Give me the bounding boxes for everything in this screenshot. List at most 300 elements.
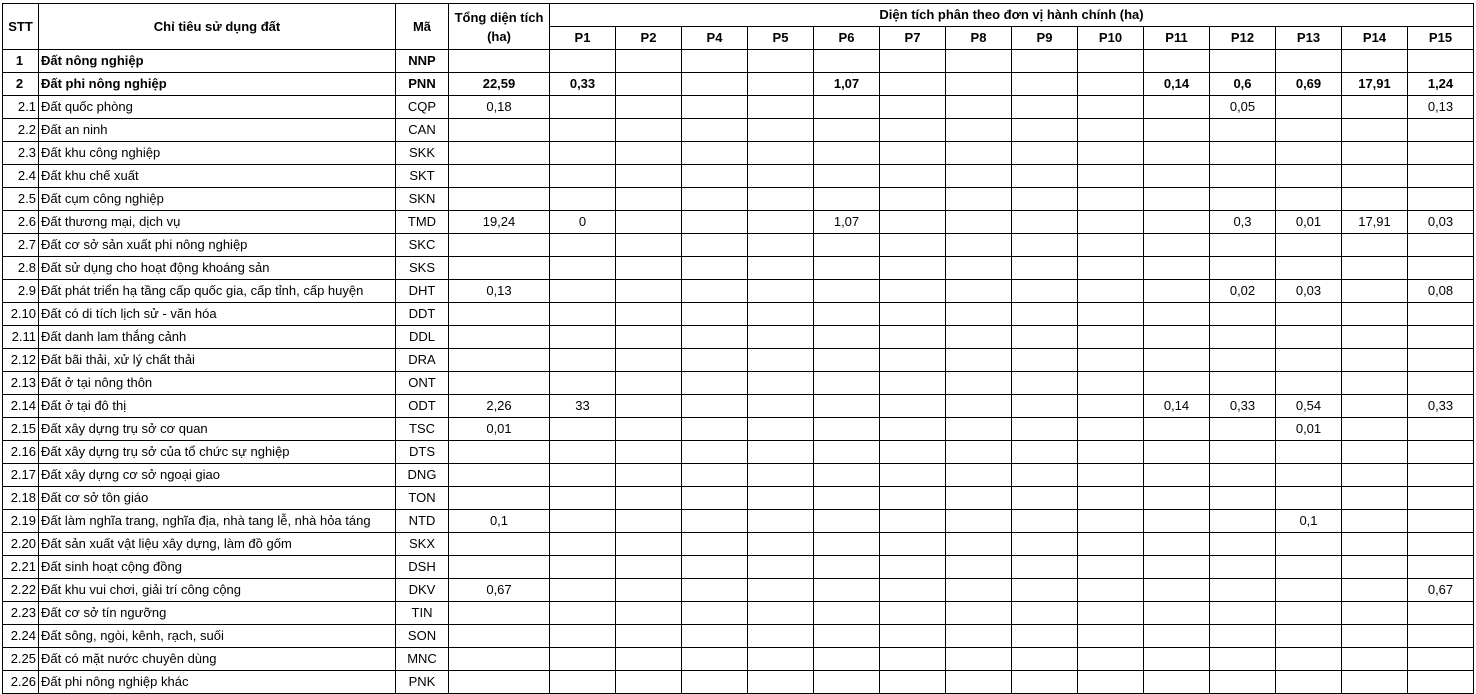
row-value-p12 — [1210, 510, 1276, 533]
row-value-p7 — [880, 188, 946, 211]
row-value-p14 — [1342, 142, 1408, 165]
row-code: CAN — [396, 119, 449, 142]
row-value-p1 — [550, 625, 616, 648]
row-value-p10 — [1078, 165, 1144, 188]
header-code: Mã — [396, 4, 449, 50]
table-row — [3, 234, 1474, 257]
row-value-p4 — [682, 142, 748, 165]
table-row — [3, 372, 1474, 395]
row-value-p5 — [748, 671, 814, 694]
row-value-p11 — [1144, 96, 1210, 119]
row-value-p15 — [1408, 556, 1474, 579]
row-name: Đất phát triển hạ tầng cấp quốc gia, cấp tỉnh, cấp huyện — [39, 280, 396, 303]
row-value-p6 — [814, 280, 880, 303]
row-value-p1 — [550, 50, 616, 73]
row-total — [449, 625, 550, 648]
table-row — [3, 464, 1474, 487]
table-row — [3, 579, 1474, 602]
row-value-p11 — [1144, 464, 1210, 487]
row-value-p8 — [946, 418, 1012, 441]
row-value-p8 — [946, 579, 1012, 602]
row-value-p10 — [1078, 73, 1144, 96]
row-value-p14 — [1342, 625, 1408, 648]
row-code: PNK — [396, 671, 449, 694]
row-value-p1 — [550, 556, 616, 579]
row-stt: 2.10 — [3, 303, 39, 326]
row-value-p8 — [946, 602, 1012, 625]
row-value-p6 — [814, 395, 880, 418]
table-row — [3, 73, 1474, 96]
row-value-p1 — [550, 96, 616, 119]
table-row — [3, 487, 1474, 510]
row-value-p1 — [550, 188, 616, 211]
row-value-p7 — [880, 579, 946, 602]
row-value-p12: 0,33 — [1210, 395, 1276, 418]
row-value-p2 — [616, 625, 682, 648]
row-name: Đất cụm công nghiệp — [39, 188, 396, 211]
row-value-p4 — [682, 73, 748, 96]
row-value-p7 — [880, 372, 946, 395]
row-total — [449, 50, 550, 73]
table-row — [3, 165, 1474, 188]
row-value-p9 — [1012, 671, 1078, 694]
row-value-p9 — [1012, 602, 1078, 625]
row-value-p11 — [1144, 303, 1210, 326]
row-value-p7 — [880, 395, 946, 418]
row-value-p1 — [550, 487, 616, 510]
row-total — [449, 464, 550, 487]
row-total — [449, 188, 550, 211]
row-value-p13 — [1276, 464, 1342, 487]
row-stt: 2.12 — [3, 349, 39, 372]
row-value-p8 — [946, 326, 1012, 349]
row-value-p14 — [1342, 326, 1408, 349]
table-body — [3, 50, 1474, 694]
row-value-p2 — [616, 96, 682, 119]
row-value-p8 — [946, 142, 1012, 165]
header-total: Tổng diện tích (ha) — [449, 4, 550, 50]
row-value-p11 — [1144, 648, 1210, 671]
row-value-p7 — [880, 326, 946, 349]
row-stt: 2.7 — [3, 234, 39, 257]
row-value-p4 — [682, 625, 748, 648]
row-value-p5 — [748, 602, 814, 625]
row-code: NTD — [396, 510, 449, 533]
row-value-p1 — [550, 671, 616, 694]
row-value-p15: 0,08 — [1408, 280, 1474, 303]
row-value-p14 — [1342, 96, 1408, 119]
row-code: DTS — [396, 441, 449, 464]
header-unit-p6: P6 — [814, 27, 880, 50]
row-total — [449, 441, 550, 464]
row-value-p1 — [550, 349, 616, 372]
row-name: Đất xây dựng trụ sở của tổ chức sự nghiệp — [39, 441, 396, 464]
row-value-p4 — [682, 257, 748, 280]
row-value-p6 — [814, 510, 880, 533]
row-value-p9 — [1012, 211, 1078, 234]
row-total: 2,26 — [449, 395, 550, 418]
row-value-p1 — [550, 510, 616, 533]
row-value-p5 — [748, 73, 814, 96]
row-value-p14 — [1342, 188, 1408, 211]
row-value-p11 — [1144, 349, 1210, 372]
row-value-p7 — [880, 487, 946, 510]
row-value-p10 — [1078, 349, 1144, 372]
header-unit-p10: P10 — [1078, 27, 1144, 50]
row-value-p10 — [1078, 142, 1144, 165]
row-value-p13 — [1276, 372, 1342, 395]
row-total — [449, 671, 550, 694]
row-value-p7 — [880, 96, 946, 119]
row-value-p12 — [1210, 487, 1276, 510]
row-value-p5 — [748, 257, 814, 280]
row-total: 0,01 — [449, 418, 550, 441]
header-admin-group: Diện tích phân theo đơn vị hành chính (ha) — [550, 4, 1474, 27]
row-value-p8 — [946, 96, 1012, 119]
table-row — [3, 188, 1474, 211]
table-row — [3, 142, 1474, 165]
row-value-p11 — [1144, 165, 1210, 188]
row-value-p10 — [1078, 602, 1144, 625]
row-value-p9 — [1012, 625, 1078, 648]
row-value-p10 — [1078, 395, 1144, 418]
row-value-p12 — [1210, 648, 1276, 671]
header-unit-p12: P12 — [1210, 27, 1276, 50]
row-value-p4 — [682, 533, 748, 556]
header-unit-p8: P8 — [946, 27, 1012, 50]
row-value-p11 — [1144, 602, 1210, 625]
row-value-p4 — [682, 165, 748, 188]
row-value-p8 — [946, 188, 1012, 211]
row-total — [449, 119, 550, 142]
row-value-p8 — [946, 671, 1012, 694]
row-value-p9 — [1012, 165, 1078, 188]
row-value-p15 — [1408, 487, 1474, 510]
row-stt: 2.20 — [3, 533, 39, 556]
row-value-p7 — [880, 533, 946, 556]
row-value-p5 — [748, 556, 814, 579]
row-name: Đất cơ sở sản xuất phi nông nghiệp — [39, 234, 396, 257]
row-value-p6 — [814, 234, 880, 257]
row-value-p5 — [748, 326, 814, 349]
row-value-p11: 0,14 — [1144, 73, 1210, 96]
row-value-p13 — [1276, 579, 1342, 602]
row-value-p14 — [1342, 510, 1408, 533]
row-value-p11 — [1144, 579, 1210, 602]
row-value-p1 — [550, 234, 616, 257]
row-value-p15 — [1408, 671, 1474, 694]
row-stt: 2.6 — [3, 211, 39, 234]
row-name: Đất cơ sở tín ngưỡng — [39, 602, 396, 625]
row-value-p12 — [1210, 142, 1276, 165]
row-value-p11 — [1144, 142, 1210, 165]
row-value-p14 — [1342, 648, 1408, 671]
row-code: DKV — [396, 579, 449, 602]
row-value-p12: 0,6 — [1210, 73, 1276, 96]
table-row — [3, 119, 1474, 142]
row-value-p7 — [880, 165, 946, 188]
row-code: NNP — [396, 50, 449, 73]
row-value-p6 — [814, 441, 880, 464]
row-value-p1 — [550, 441, 616, 464]
row-value-p9 — [1012, 579, 1078, 602]
row-value-p14 — [1342, 464, 1408, 487]
row-value-p7 — [880, 510, 946, 533]
row-value-p10 — [1078, 671, 1144, 694]
row-total: 0,13 — [449, 280, 550, 303]
row-value-p2 — [616, 395, 682, 418]
row-value-p10 — [1078, 280, 1144, 303]
row-value-p12 — [1210, 418, 1276, 441]
row-value-p4 — [682, 349, 748, 372]
row-value-p9 — [1012, 441, 1078, 464]
row-value-p11 — [1144, 211, 1210, 234]
row-value-p15: 0,03 — [1408, 211, 1474, 234]
row-value-p7 — [880, 671, 946, 694]
row-value-p4 — [682, 234, 748, 257]
row-value-p1 — [550, 579, 616, 602]
row-name: Đất có mặt nước chuyên dùng — [39, 648, 396, 671]
row-value-p13 — [1276, 188, 1342, 211]
row-name: Đất xây dựng trụ sở cơ quan — [39, 418, 396, 441]
row-value-p2 — [616, 464, 682, 487]
header-unit-p9: P9 — [1012, 27, 1078, 50]
row-code: TMD — [396, 211, 449, 234]
row-value-p6 — [814, 625, 880, 648]
row-value-p11 — [1144, 441, 1210, 464]
row-value-p13 — [1276, 487, 1342, 510]
header-stt: STT — [3, 4, 39, 50]
row-value-p4 — [682, 188, 748, 211]
row-value-p15 — [1408, 372, 1474, 395]
row-value-p8 — [946, 441, 1012, 464]
row-value-p10 — [1078, 464, 1144, 487]
row-name: Đất sông, ngòi, kênh, rạch, suối — [39, 625, 396, 648]
row-name: Đất phi nông nghiệp khác — [39, 671, 396, 694]
table-row — [3, 441, 1474, 464]
row-value-p15 — [1408, 234, 1474, 257]
row-value-p13 — [1276, 671, 1342, 694]
row-value-p2 — [616, 73, 682, 96]
row-value-p9 — [1012, 303, 1078, 326]
row-value-p15: 1,24 — [1408, 73, 1474, 96]
row-value-p15 — [1408, 349, 1474, 372]
row-stt: 2.23 — [3, 602, 39, 625]
row-name: Đất an ninh — [39, 119, 396, 142]
row-value-p9 — [1012, 142, 1078, 165]
row-value-p14 — [1342, 349, 1408, 372]
row-stt: 2.26 — [3, 671, 39, 694]
row-value-p7 — [880, 418, 946, 441]
row-value-p8 — [946, 510, 1012, 533]
row-value-p5 — [748, 648, 814, 671]
row-value-p12 — [1210, 533, 1276, 556]
row-code: SKN — [396, 188, 449, 211]
row-value-p7 — [880, 257, 946, 280]
row-value-p11 — [1144, 418, 1210, 441]
row-value-p2 — [616, 441, 682, 464]
row-value-p12 — [1210, 441, 1276, 464]
header-unit-p14: P14 — [1342, 27, 1408, 50]
row-value-p12 — [1210, 464, 1276, 487]
row-value-p15: 0,13 — [1408, 96, 1474, 119]
row-code: SKX — [396, 533, 449, 556]
row-value-p12 — [1210, 349, 1276, 372]
table-row — [3, 50, 1474, 73]
row-value-p14 — [1342, 395, 1408, 418]
header-unit-p2: P2 — [616, 27, 682, 50]
row-value-p15 — [1408, 533, 1474, 556]
row-value-p13 — [1276, 303, 1342, 326]
table-row — [3, 625, 1474, 648]
row-name: Đất khu chế xuất — [39, 165, 396, 188]
row-value-p9 — [1012, 96, 1078, 119]
row-value-p1 — [550, 326, 616, 349]
row-code: DDT — [396, 303, 449, 326]
row-value-p4 — [682, 211, 748, 234]
row-value-p11 — [1144, 625, 1210, 648]
row-value-p10 — [1078, 533, 1144, 556]
row-value-p15: 0,67 — [1408, 579, 1474, 602]
row-value-p2 — [616, 188, 682, 211]
row-value-p14 — [1342, 303, 1408, 326]
row-value-p15: 0,33 — [1408, 395, 1474, 418]
row-value-p2 — [616, 648, 682, 671]
row-value-p10 — [1078, 119, 1144, 142]
row-code: ODT — [396, 395, 449, 418]
row-value-p11 — [1144, 372, 1210, 395]
row-total — [449, 349, 550, 372]
row-value-p4 — [682, 303, 748, 326]
row-value-p14: 17,91 — [1342, 73, 1408, 96]
row-value-p1 — [550, 142, 616, 165]
row-value-p7 — [880, 556, 946, 579]
row-value-p13: 0,1 — [1276, 510, 1342, 533]
row-value-p14 — [1342, 372, 1408, 395]
row-value-p15 — [1408, 418, 1474, 441]
table-row — [3, 257, 1474, 280]
row-value-p4 — [682, 395, 748, 418]
row-value-p6 — [814, 556, 880, 579]
row-value-p12 — [1210, 602, 1276, 625]
row-value-p4 — [682, 96, 748, 119]
row-value-p14 — [1342, 119, 1408, 142]
row-value-p2 — [616, 280, 682, 303]
row-value-p5 — [748, 418, 814, 441]
row-stt: 2.1 — [3, 96, 39, 119]
row-value-p6 — [814, 326, 880, 349]
row-total: 19,24 — [449, 211, 550, 234]
row-value-p5 — [748, 211, 814, 234]
row-value-p10 — [1078, 556, 1144, 579]
header-unit-p5: P5 — [748, 27, 814, 50]
row-value-p14 — [1342, 280, 1408, 303]
row-total — [449, 257, 550, 280]
row-value-p6 — [814, 372, 880, 395]
row-total — [449, 326, 550, 349]
row-value-p9 — [1012, 418, 1078, 441]
row-value-p11 — [1144, 533, 1210, 556]
row-value-p4 — [682, 441, 748, 464]
row-name: Đất quốc phòng — [39, 96, 396, 119]
row-value-p14 — [1342, 579, 1408, 602]
row-value-p5 — [748, 165, 814, 188]
row-total — [449, 372, 550, 395]
row-code: DDL — [396, 326, 449, 349]
row-name: Đất sinh hoạt cộng đồng — [39, 556, 396, 579]
row-value-p10 — [1078, 326, 1144, 349]
header-unit-p1: P1 — [550, 27, 616, 50]
row-value-p1 — [550, 303, 616, 326]
row-value-p6 — [814, 579, 880, 602]
row-code: DHT — [396, 280, 449, 303]
table-row — [3, 211, 1474, 234]
row-value-p10 — [1078, 487, 1144, 510]
row-value-p1 — [550, 648, 616, 671]
row-name: Đất có di tích lịch sử - văn hóa — [39, 303, 396, 326]
row-value-p12 — [1210, 119, 1276, 142]
row-value-p5 — [748, 441, 814, 464]
row-value-p7 — [880, 625, 946, 648]
row-value-p2 — [616, 257, 682, 280]
row-name: Đất ở tại nông thôn — [39, 372, 396, 395]
row-value-p13: 0,54 — [1276, 395, 1342, 418]
row-name: Đất thương mại, dịch vụ — [39, 211, 396, 234]
table-row — [3, 303, 1474, 326]
row-name: Đất phi nông nghiệp — [39, 73, 396, 96]
row-code: SKT — [396, 165, 449, 188]
row-value-p13 — [1276, 441, 1342, 464]
header-unit-p13: P13 — [1276, 27, 1342, 50]
row-value-p9 — [1012, 556, 1078, 579]
row-value-p8 — [946, 625, 1012, 648]
row-stt: 2.24 — [3, 625, 39, 648]
row-value-p14 — [1342, 556, 1408, 579]
row-value-p15 — [1408, 326, 1474, 349]
row-value-p9 — [1012, 234, 1078, 257]
row-value-p13 — [1276, 326, 1342, 349]
row-stt: 2.8 — [3, 257, 39, 280]
row-value-p14 — [1342, 487, 1408, 510]
row-total: 22,59 — [449, 73, 550, 96]
row-total: 0,67 — [449, 579, 550, 602]
row-value-p6 — [814, 188, 880, 211]
row-stt: 1 — [3, 50, 39, 73]
row-value-p2 — [616, 303, 682, 326]
row-value-p1 — [550, 165, 616, 188]
row-value-p1 — [550, 602, 616, 625]
row-value-p6: 1,07 — [814, 211, 880, 234]
row-value-p13 — [1276, 119, 1342, 142]
row-value-p9 — [1012, 349, 1078, 372]
row-value-p2 — [616, 234, 682, 257]
row-value-p5 — [748, 372, 814, 395]
row-value-p2 — [616, 579, 682, 602]
row-value-p11 — [1144, 50, 1210, 73]
row-code: SON — [396, 625, 449, 648]
row-value-p4 — [682, 602, 748, 625]
row-value-p10 — [1078, 625, 1144, 648]
header-row-1 — [3, 4, 1474, 27]
row-value-p2 — [616, 165, 682, 188]
row-code: DNG — [396, 464, 449, 487]
row-value-p5 — [748, 510, 814, 533]
table-row — [3, 671, 1474, 694]
row-value-p12 — [1210, 303, 1276, 326]
row-value-p7 — [880, 602, 946, 625]
row-value-p15 — [1408, 441, 1474, 464]
row-value-p5 — [748, 234, 814, 257]
